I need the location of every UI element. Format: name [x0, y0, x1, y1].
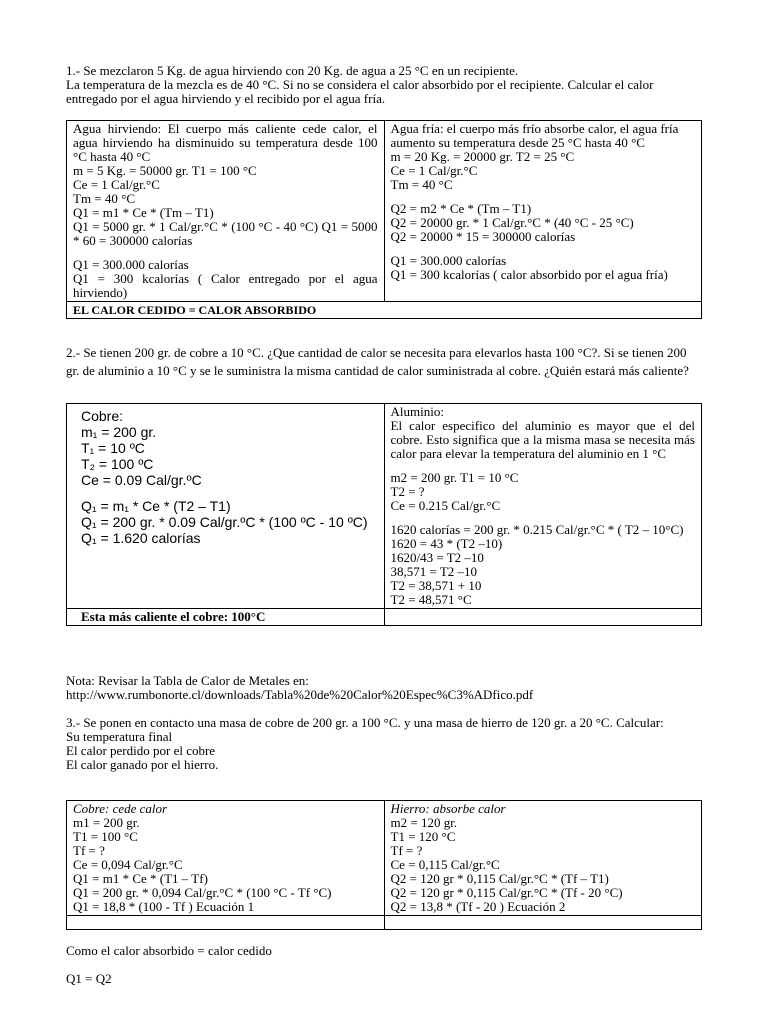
cold-water-line: Agua fría: el cuerpo más frío absorbe calor, el agua fría aumento su temperatura desde 25 °C hasta 40 °C	[390, 121, 682, 150]
closing-line-2: Q1 = Q2	[66, 971, 112, 986]
closing	[66, 944, 702, 986]
cold-water-line: Q2 = 20000 * 15 = 300000 calorías	[390, 229, 576, 244]
cold-water-line: Q1 = 300.000 calorías	[390, 253, 507, 268]
problem-1-conclusion: EL CALOR CEDIDO = CALOR ABSORBIDO	[67, 302, 702, 319]
aluminium-line: 1620/43 = T2 –10	[390, 550, 484, 565]
copper-line: T₁ = 10 ºC	[81, 440, 145, 456]
cold-water-line: Q2 = 20000 gr. * 1 Cal/gr.°C * (40 °C - 25 °C)	[390, 215, 634, 230]
note-label: Nota: Revisar la Tabla de Calor de Metales en:	[66, 673, 309, 688]
problem-2-conclusion: Esta más caliente el cobre: 100°C	[67, 609, 385, 626]
copper-heat-line: Q1 = m1 * Ce * (T1 – Tf)	[73, 871, 208, 886]
cold-water-line: Q2 = m2 * Ce * (Tm – T1)	[390, 201, 532, 216]
iron-heat-line: Q2 = 120 gr * 0,115 Cal/gr.°C * (Tf - 20 °C)	[390, 885, 623, 900]
copper-line: Q₁ = m₁ * Ce * (T2 – T1)	[81, 498, 231, 514]
copper-cell	[67, 404, 385, 609]
copper-line: Ce = 0.09 Cal/gr.ºC	[81, 472, 202, 488]
closing-line-1: Como el calor absorbido = calor cedido	[66, 943, 272, 958]
copper-line: T₂ = 100 ºC	[81, 456, 154, 472]
cold-water-line: Ce = 1 Cal/gr.°C	[390, 163, 478, 178]
hot-water-line: Q1 = m1 * Ce * (Tm – T1)	[73, 205, 214, 220]
problem-1-table	[66, 120, 702, 319]
iron-heat-line: Q2 = 120 gr * 0,115 Cal/gr.°C * (Tf – T1)	[390, 871, 609, 886]
problem-3-table	[66, 800, 702, 930]
aluminium-line: 38,571 = T2 –10	[390, 564, 478, 579]
empty-cell	[384, 916, 702, 930]
aluminium-line: T2 = 38,571 + 10	[390, 578, 482, 593]
copper-heat-line: Q1 = 200 gr. * 0,094 Cal/gr.°C * (100 °C - Tf °C)	[73, 885, 332, 900]
iron-heat-line: Hierro: absorbe calor	[390, 801, 506, 816]
copper-heat-line: Tf = ?	[73, 843, 105, 858]
hot-water-line: Agua hirviendo: El cuerpo más caliente cede calor, el agua hirviendo ha disminuido su temperatura desde 100 °C hasta 40 °C	[73, 121, 381, 164]
hot-water-line: Ce = 1 Cal/gr.°C	[73, 177, 160, 192]
iron-heat-line: m2 = 120 gr.	[390, 815, 458, 830]
problem-1-statement	[66, 64, 702, 106]
hot-water-line: m = 5 Kg. = 50000 gr. T1 = 100 °C	[73, 163, 257, 178]
iron-heat-line: Tf = ?	[390, 843, 423, 858]
copper-line: m₁ = 200 gr.	[81, 424, 157, 440]
problem-2-statement	[66, 344, 702, 380]
cold-water-line: Q1 = 300 kcalorías ( calor absorbido por el agua fría)	[390, 267, 668, 282]
empty-cell	[67, 916, 385, 930]
copper-line: Q₁ = 200 gr. * 0.09 Cal/gr.ºC * (100 ºC - 10 ºC)	[81, 514, 368, 530]
iron-heat-cell	[384, 801, 702, 916]
iron-heat-line: Ce = 0,115 Cal/gr.°C	[390, 857, 500, 872]
empty-cell	[384, 609, 702, 626]
hot-water-line: Q1 = 300 kcalorías ( Calor entregado por el agua hirviendo)	[73, 271, 381, 300]
problem-2-table	[66, 403, 702, 626]
hot-water-line: Q1 = 5000 gr. * 1 Cal/gr.°C * (100 °C - 40 °C) Q1 = 5000 * 60 = 300000 calorías	[73, 219, 381, 248]
problem-3-statement	[66, 716, 702, 772]
blank-line	[81, 488, 370, 498]
copper-heat-line: Cobre: cede calor	[73, 801, 168, 816]
hot-water-line: Q1 = 300.000 calorías	[73, 257, 189, 272]
copper-heat-line: T1 = 100 °C	[73, 829, 138, 844]
note-url: http://www.rumbonorte.cl/downloads/Tabla%20de%20Calor%20Espec%C3%ADfico.pdf	[66, 687, 534, 702]
problem-3-line-4: El calor ganado por el hierro.	[66, 757, 219, 772]
copper-heat-line: Ce = 0,094 Cal/gr.°C	[73, 857, 183, 872]
problem-3-line-2: Su temperatura final	[66, 729, 173, 744]
aluminium-line: El calor especifico del aluminio es mayor que el del cobre. Esto significa que a la misma masa se necesita más calor para elevar la temperatura del aluminio en 1 °C	[390, 418, 699, 461]
cold-water-cell	[384, 121, 702, 302]
aluminium-cell	[384, 404, 702, 609]
aluminium-line: m2 = 200 gr. T1 = 10 °C	[390, 470, 519, 485]
note	[66, 674, 702, 702]
problem-3-line-3: El calor perdido por el cobre	[66, 743, 216, 758]
aluminium-line: Ce = 0.215 Cal/gr.°C	[390, 498, 501, 513]
aluminium-line: T2 = 48,571 °C	[390, 592, 472, 607]
copper-heat-cell	[67, 801, 385, 916]
copper-line: Cobre:	[81, 408, 124, 424]
hot-water-cell	[67, 121, 385, 302]
iron-heat-line: Q2 = 13,8 * (Tf - 20 ) Ecuación 2	[390, 899, 566, 914]
copper-heat-line: m1 = 200 gr.	[73, 815, 140, 830]
aluminium-line: 1620 = 43 * (T2 –10)	[390, 536, 503, 551]
problem-2-text: 2.- Se tienen 200 gr. de cobre a 10 °C. ¿Que cantidad de calor se necesita para elevarlos hasta 100 °C?. Si se tienen 200 gr. de aluminio a 10 °C y se le suministra la misma cantidad de calor suministrada al cobre. ¿Quién estará más caliente?	[66, 345, 689, 378]
iron-heat-line: T1 = 120 °C	[390, 829, 456, 844]
aluminium-line: 1620 calorías = 200 gr. * 0.215 Cal/gr.°C * ( T2 – 10°C)	[390, 522, 684, 537]
problem-1-line-1: 1.- Se mezclaron 5 Kg. de agua hirviendo con 20 Kg. de agua a 25 °C en un recipiente.	[66, 63, 519, 78]
hot-water-line: Tm = 40 °C	[73, 191, 136, 206]
problem-3-line-1: 3.- Se ponen en contacto una masa de cobre de 200 gr. a 100 °C. y una masa de hierro de 120 gr. a 20 °C. Calcular:	[66, 715, 664, 730]
copper-line: Q₁ = 1.620 calorías	[81, 530, 201, 546]
copper-heat-line: Q1 = 18,8 * (100 - Tf ) Ecuación 1	[73, 899, 255, 914]
aluminium-line: Aluminio:	[390, 404, 444, 419]
problem-1-line-2: La temperatura de la mezcla es de 40 °C. Si no se considera el calor absorbido por el recipiente. Calcular el calor entregado por el agua hirviendo y el recibido por el agua fría.	[66, 77, 654, 106]
aluminium-line: T2 = ?	[390, 484, 425, 499]
cold-water-line: m = 20 Kg. = 20000 gr. T2 = 25 °C	[390, 149, 575, 164]
cold-water-line: Tm = 40 °C	[390, 177, 453, 192]
